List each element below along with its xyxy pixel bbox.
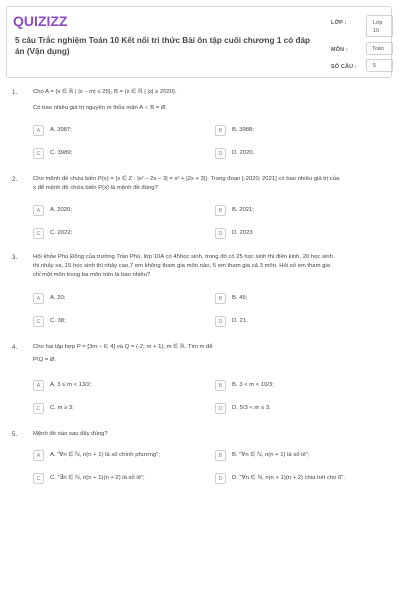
worksheet-header <box>6 6 392 78</box>
option-letter: C <box>33 316 44 327</box>
class-label: LỚP : <box>331 20 347 26</box>
option-text: D. 2023 <box>232 230 253 236</box>
question-line: Cho hai tập hợp P = [3m – 6; 4] và Q = (-2; m + 1), m ∈ ℝ. Tìm m để <box>33 344 213 350</box>
quizizz-logo-mark <box>13 13 79 29</box>
question-number: 5. <box>12 431 18 438</box>
subject-value: Toán <box>372 46 384 52</box>
option-text: C. 2022; <box>50 230 73 236</box>
option-text: C. m ≥ 3; <box>50 405 74 411</box>
option-letter: B <box>215 125 226 136</box>
question-number: 1. <box>12 89 18 96</box>
question-text <box>33 343 390 365</box>
option-text: D. 2020. <box>232 150 255 156</box>
question-count-label: SỐ CÂU : <box>331 64 357 70</box>
option-text: B. 3 < m < 10/3; <box>232 382 274 388</box>
question-text <box>33 88 390 113</box>
option-text: C. 38; <box>50 318 66 324</box>
option-letter: C <box>33 228 44 239</box>
quizizz-logo <box>13 13 79 29</box>
option-letter: C <box>33 148 44 159</box>
option-text: C. "∃n ∈ ℕ, n(n + 1)(n + 2) là số lẻ"; <box>50 475 145 481</box>
question-line: P\Q = Ø. <box>33 356 57 363</box>
option-text: A. 20; <box>50 295 66 301</box>
option-text: A. 3 ≤ m < 13/2; <box>50 382 92 388</box>
option-text: B. "∀n ∈ ℕ, n(n + 1) là số lẻ"; <box>232 452 310 458</box>
question-count-value: 5 <box>373 63 376 69</box>
option-text: D. "∀n ∈ ℕ, n(n + 1)(n + 2) chia hết cho 6". <box>232 475 346 481</box>
question-line: Mệnh đề nào sau đây đúng? <box>33 431 108 437</box>
brand-text: QUIZIZZ <box>13 13 68 29</box>
question-text <box>33 175 390 193</box>
option-letter: A <box>33 125 44 136</box>
option-letter: D <box>215 403 226 414</box>
question-text <box>33 253 390 279</box>
question-line: Cho mệnh đề chứa biến P(x) = {x ∈ Z : |x² – 2x – 3| = x² + |2x + 3|}. Trong đoạn [-2020; 2021] có bao nhiêu giá trị của <box>33 176 340 182</box>
option-text: B. 45; <box>232 295 248 301</box>
class-value-box <box>366 15 393 37</box>
subject-label: MÔN : <box>331 47 348 53</box>
option-letter: A <box>33 293 44 304</box>
question-line: Cho A = {x ∈ ℝ | |x – m| ≤ 25}, B = {x ∈ ℝ | |x| ≥ 2020}. <box>33 89 177 95</box>
option-text: A. 2020; <box>50 207 72 213</box>
question-count-box <box>366 59 393 72</box>
option-text: D. 21. <box>232 318 248 324</box>
option-text: D. 5/3 < m ≤ 3. <box>232 405 271 411</box>
question-line: chỉ một môn trong ba môn trên là bao nhiêu? <box>33 271 151 278</box>
question-number: 2. <box>12 176 18 183</box>
option-text: A. "∀n ∈ ℕ, n(n + 1) là số chính phương"; <box>50 452 160 458</box>
option-letter: B <box>215 293 226 304</box>
option-letter: B <box>215 205 226 216</box>
question-text <box>33 430 390 439</box>
option-letter: B <box>215 450 226 461</box>
option-letter: D <box>215 228 226 239</box>
question-line: Có bao nhiêu giá trị nguyên m thỏa mãn A ∩ B = Ø. <box>33 104 168 111</box>
option-letter: D <box>215 148 226 159</box>
question-line: Hội khỏe Phù Đổng của trường Trần Phú, lớp 10A có 45học sinh, trong đó có 25 học sinh thi điền kinh, 20 học sinh <box>33 254 333 260</box>
worksheet-title: 5 câu Trắc nghiệm Toán 10 Kết nối tri thức Bài ôn tập cuối chương 1 có đáp án (Vận dụng) <box>15 36 311 56</box>
question-line: x để mệnh đề chứa biến P(x) là mệnh đề đúng? <box>33 184 158 191</box>
question-line: thi nhảy xa, 15 học sinh thi nhảy cao,7 em không tham gia môn nào, 5 em tham gia cả 3 môn. Hỏi số em tham gia <box>33 262 330 269</box>
option-letter: D <box>215 473 226 484</box>
question-number: 4. <box>12 344 18 351</box>
class-value: Lớp 10 <box>373 20 383 34</box>
option-text: A. 3987; <box>50 127 72 133</box>
option-letter: D <box>215 316 226 327</box>
question-number: 3. <box>12 254 18 261</box>
option-letter: B <box>215 380 226 391</box>
option-text: C. 3989; <box>50 150 73 156</box>
option-text: B. 3988; <box>232 127 254 133</box>
subject-value-box <box>366 42 393 55</box>
option-letter: A <box>33 205 44 216</box>
option-letter: A <box>33 450 44 461</box>
option-text: B. 2021; <box>232 207 254 213</box>
option-letter: A <box>33 380 44 391</box>
option-letter: C <box>33 403 44 414</box>
option-letter: C <box>33 473 44 484</box>
